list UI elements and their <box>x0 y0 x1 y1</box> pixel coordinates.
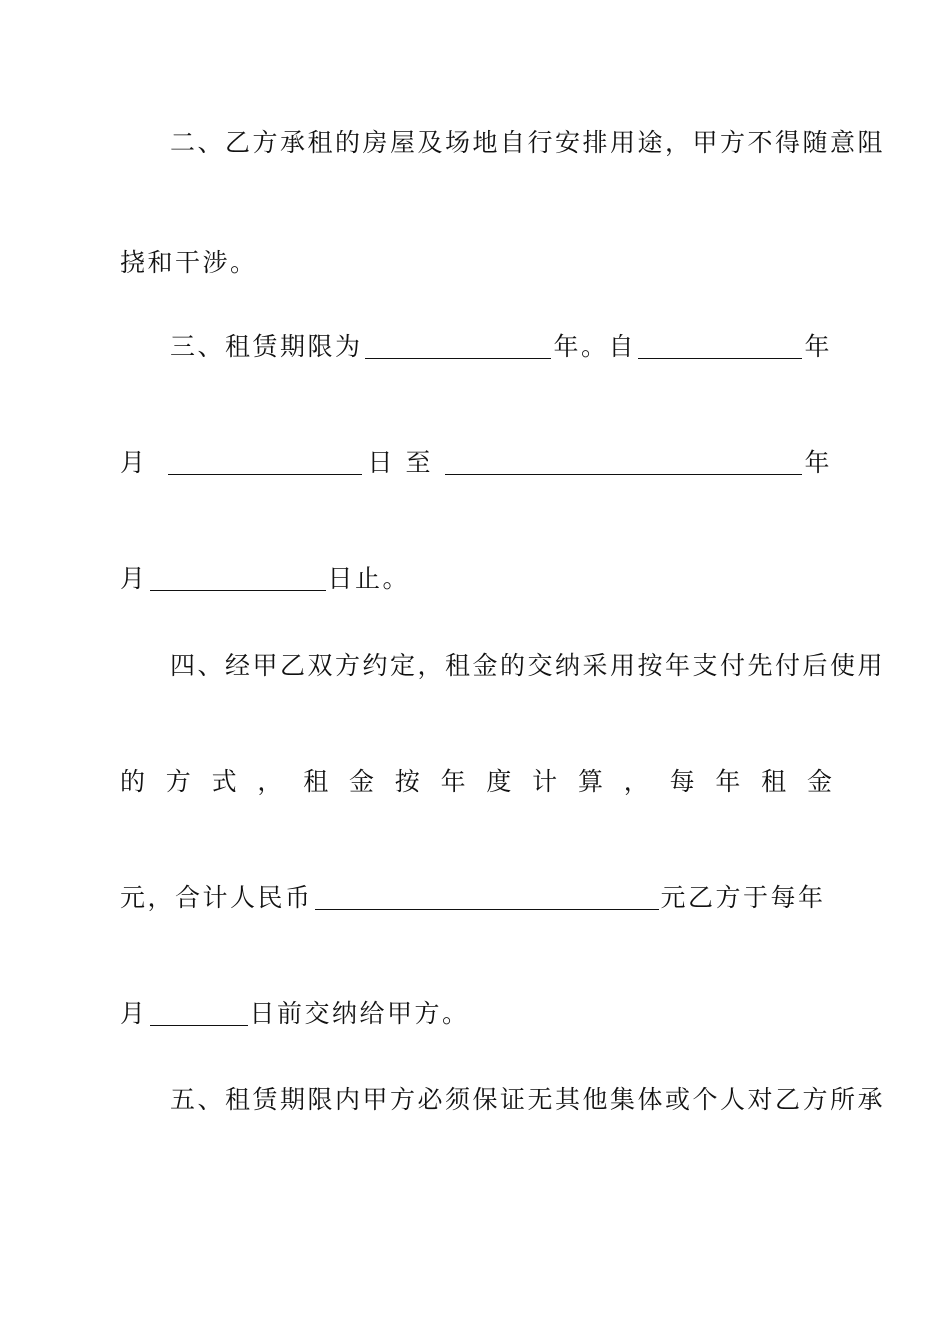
text: 挠和干涉。 <box>120 248 258 277</box>
text: 日止。 <box>327 564 411 593</box>
paragraph-3-line-2 <box>120 443 832 483</box>
text: 月 <box>120 448 148 477</box>
text: 元乙方于每年 <box>660 883 826 912</box>
text: 年。自 <box>553 332 636 361</box>
paragraph-4-line-1 <box>120 646 886 686</box>
char: ， <box>623 767 649 796</box>
text: 年 <box>804 448 832 477</box>
char: 租 <box>761 767 787 796</box>
text: 年 <box>804 332 832 361</box>
char: 每 <box>669 767 695 796</box>
char: 算 <box>577 767 603 796</box>
char: 式 <box>211 767 237 796</box>
char: 年 <box>715 767 741 796</box>
paragraph-4-line-4 <box>120 994 832 1034</box>
end-year-blank[interactable] <box>445 452 803 475</box>
paragraph-4-line-2 <box>120 762 832 802</box>
char: 租 <box>303 767 329 796</box>
text: 四、经甲乙双方约定，租金的交纳采用按年支付先付后使用 <box>170 651 886 680</box>
char: 金 <box>806 767 832 796</box>
paragraph-2-line-1 <box>120 123 886 163</box>
text: 元，合计人民币 <box>120 883 313 912</box>
paragraph-3-line-1 <box>120 327 832 367</box>
paragraph-5-line-1 <box>120 1080 886 1120</box>
paragraph-3-line-3 <box>120 559 832 599</box>
paragraph-2-line-2 <box>120 243 832 283</box>
lease-years-blank[interactable] <box>365 336 552 359</box>
char: 计 <box>532 767 558 796</box>
total-rmb-blank[interactable] <box>315 887 659 910</box>
char: 方 <box>165 767 191 796</box>
text: 日 至 <box>367 448 433 477</box>
start-month-day-blank[interactable] <box>168 452 362 475</box>
char: ， <box>257 767 283 796</box>
text: 日前交纳给甲方。 <box>249 999 470 1028</box>
char: 年 <box>440 767 466 796</box>
text: 二、乙方承租的房屋及场地自行安排用途，甲方不得随意阻 <box>170 128 886 157</box>
text: 三、租赁期限为 <box>170 332 363 361</box>
start-year-blank[interactable] <box>638 336 803 359</box>
paragraph-4-line-3 <box>120 878 832 918</box>
char: 的 <box>120 767 146 796</box>
end-month-day-blank[interactable] <box>150 568 326 591</box>
text: 月 <box>120 999 148 1028</box>
char: 度 <box>486 767 512 796</box>
text: 五、租赁期限内甲方必须保证无其他集体或个人对乙方所承 <box>170 1085 886 1114</box>
char: 按 <box>394 767 420 796</box>
text: 月 <box>120 564 148 593</box>
payment-day-blank[interactable] <box>150 1003 248 1026</box>
char: 金 <box>348 767 374 796</box>
